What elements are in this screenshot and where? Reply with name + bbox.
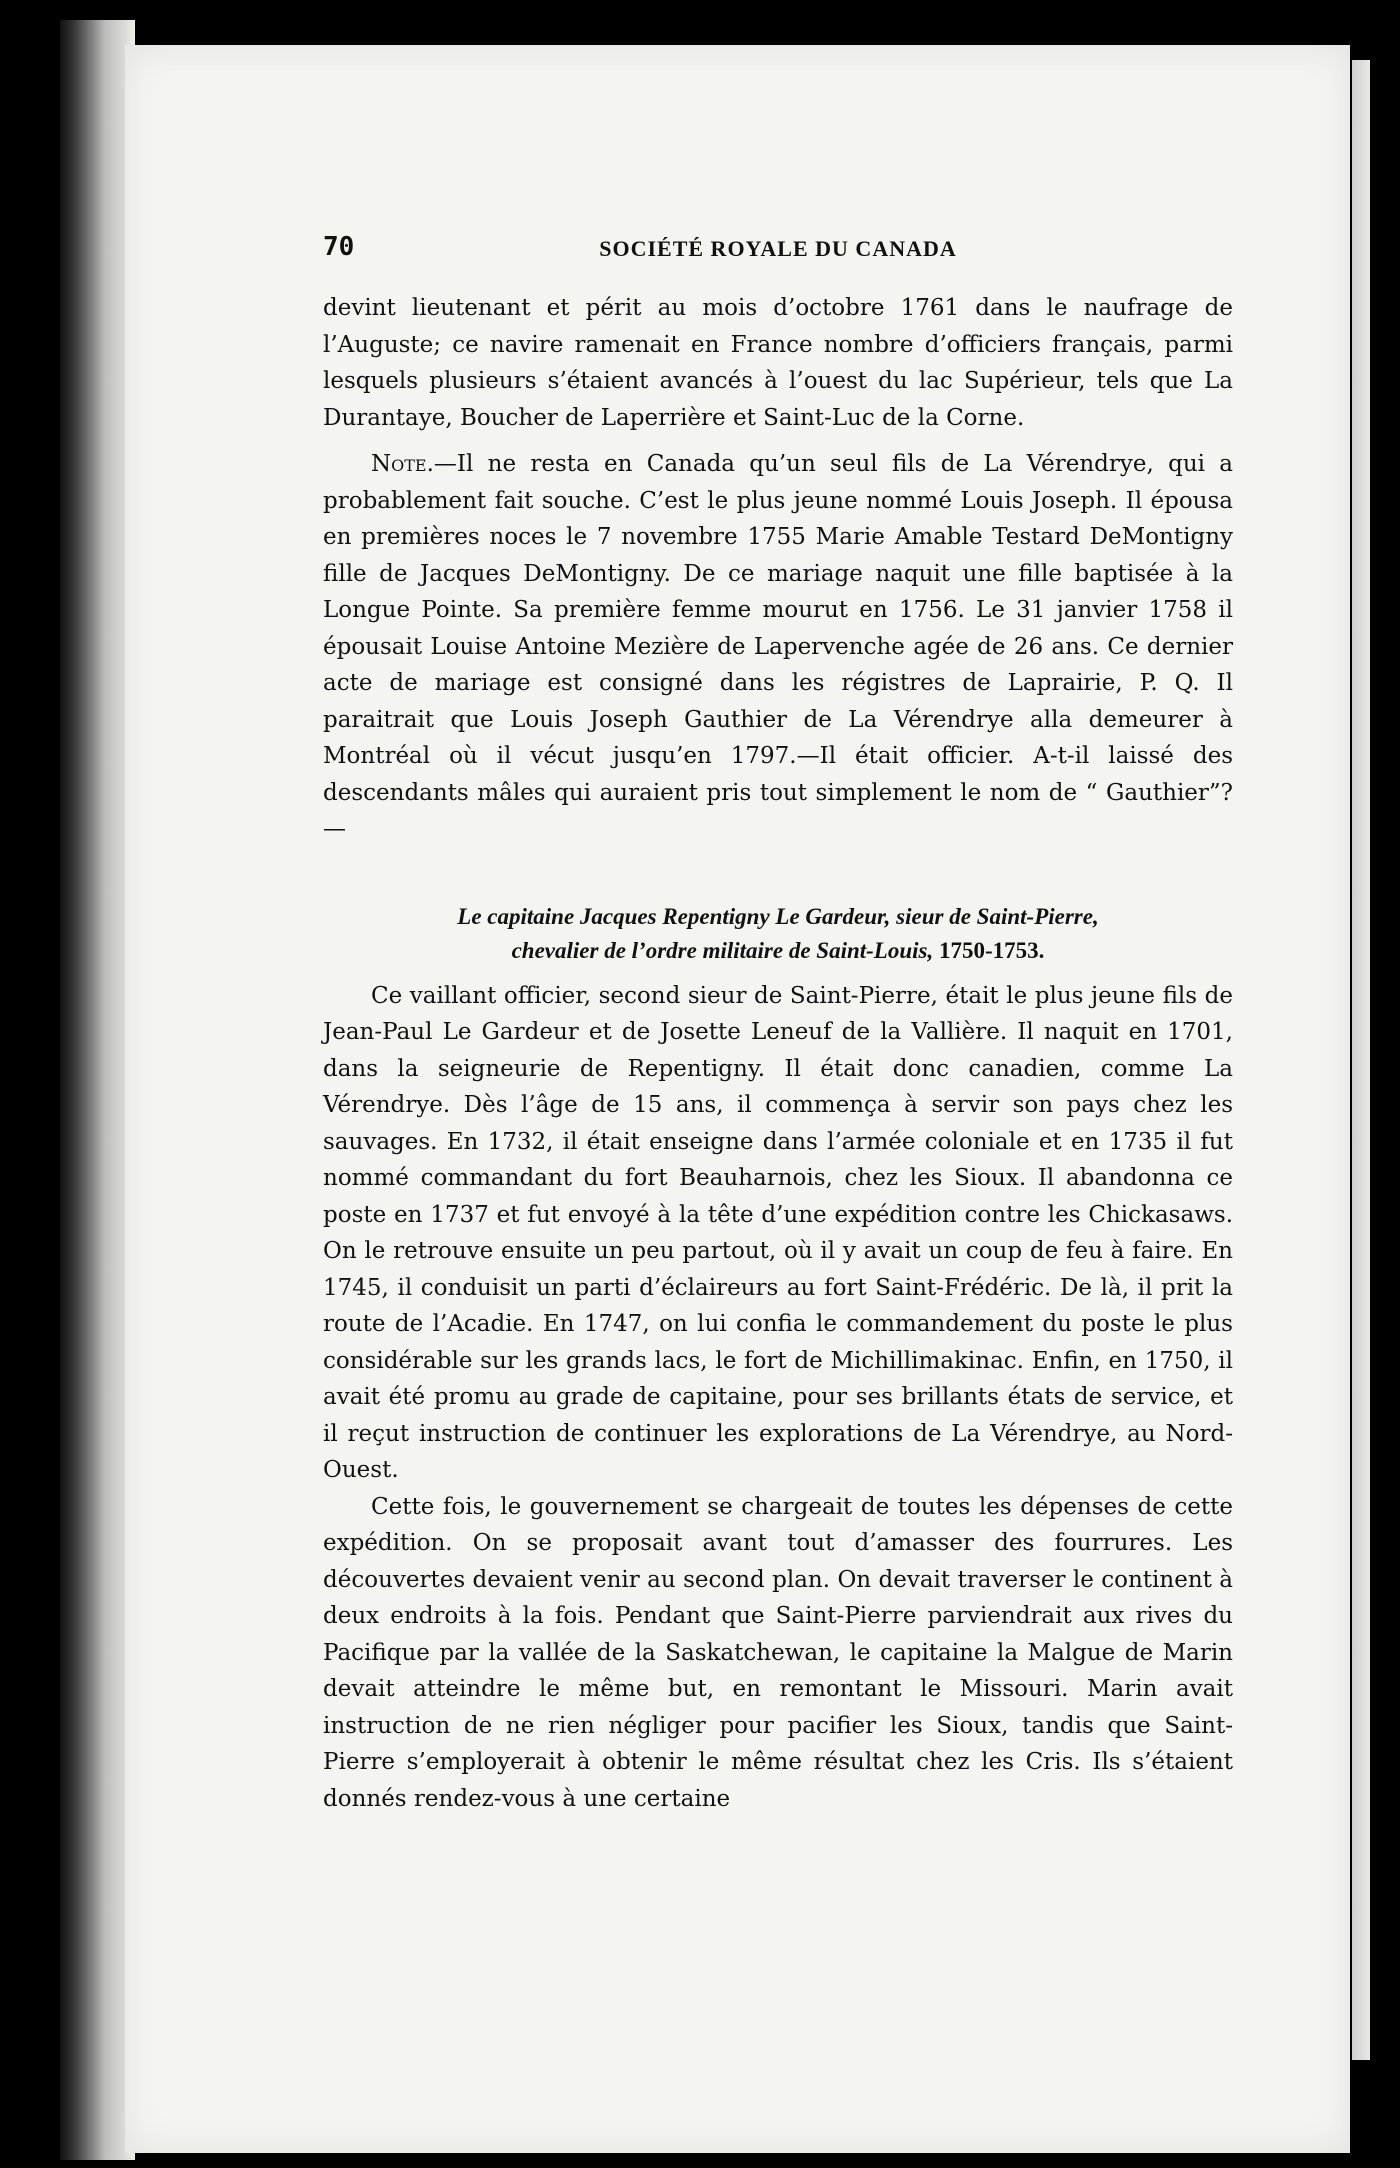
section-title-line1: Le capitaine Jacques Repentigny Le Gardeur, sieur de Saint-Pierre, [457,903,1099,929]
note-label: Note. [371,451,434,477]
section-title-date: 1750-1753. [938,937,1045,963]
paragraph-expedition: Cette fois, le gouvernement se chargeait de toutes les dépenses de cette expédition. On se proposait avant tout d’amasser des fourrures. Les découvertes devaient venir au second plan. On devait traverser le continent à deux endroits à la fois. Pendant que Saint-Pierre parviendrait aux rives du Pacifique par la vallée de la Saskatchewan, le capitaine la Malgue de Marin devait atteindre le même but, en remontant le Missouri. Marin avait instruction de ne rien négliger pour pacifier les Sioux, tandis que Saint-Pierre s’employerait à obtenir le même résultat chez les Cris. Ils s’étaient donnés rendez-vous à une certaine [323,1493,1233,1812]
page-content [323,232,1233,1817]
section-title-line2-text: chevalier de l’ordre militaire de Saint-Louis, [511,937,934,963]
note-text: —Il ne resta en Canada qu’un seul fils de La Vérendrye, qui a probablement fait souche. C’est le plus jeune nommé Louis Joseph. Il épousa en premières noces le 7 novembre 1755 Marie Amable Testard DeMontigny fille de Jacques DeMontigny. De ce mariage naquit une fille baptisée à la Longue Pointe. Sa première femme mourut en 1756. Le 31 janvier 1758 il épousait Louise Antoine Mezière de Lapervenche agée de 26 ans. Ce dernier acte de mariage est consigné dans les régistres de Laprairie, P. Q. Il paraitrait que Louis Joseph Gauthier de La Vérendrye alla demeurer à Montréal où il vécut jusqu’en 1797.—Il était officier. A-t-il laissé des descendants mâles qui auraient pris tout simplement le nom de “ Gauthier”?— [323,451,1233,842]
paragraph-saint-pierre: Ce vaillant officier, second sieur de Saint-Pierre, était le plus jeune fils de Jean-Paul Le Gardeur et de Josette Leneuf de la Vallière. Il naquit en 1701, dans la seigneurie de Repentigny. Il était donc canadien, comme La Vérendrye. Dès l’âge de 15 ans, il commença à servir son pays chez les sauvages. En 1732, il était enseigne dans l’armée coloniale et en 1735 il fut nommé commandant du fort Beauharnois, chez les Sioux. Il abandonna ce poste en 1737 et fut envoyé à la tête d’une expédition contre les Chickasaws. On le retrouve ensuite un peu partout, où il y avait un coup de feu à faire. En 1745, il conduisit un parti d’éclaireurs au fort Saint-Frédéric. De là, il prit la route de l’Acadie. En 1747, on lui confia le commandement du poste le plus considérable sur les grands lacs, le fort de Michillimakinac. Enfin, en 1750, il avait été promu au grade de capitaine, pour ses brillants états de service, et il reçut instruction de continuer les explorations de La Vérendrye, au Nord-Ouest. [323,982,1233,1483]
section-title-line2 [323,934,1233,968]
page-number: 70 [323,232,355,262]
paragraph-continuation: devint lieutenant et périt au mois d’octobre 1761 dans le naufrage de l’Auguste; ce navire ramenait en France nombre d’officiers français, parmi lesquels plusieurs s’étaient avancés à l’ouest du lac Supérieur, tels que La Durantaye, Boucher de Laperrière et Saint-Luc de la Corne. [323,295,1233,431]
running-head: SOCIÉTÉ ROYALE DU CANADA [599,236,957,261]
section-title [323,900,1233,968]
book-gutter-shadow [60,20,135,2160]
page-edge [1352,60,1370,2060]
note-paragraph [323,446,1233,848]
page-header [323,232,1233,272]
